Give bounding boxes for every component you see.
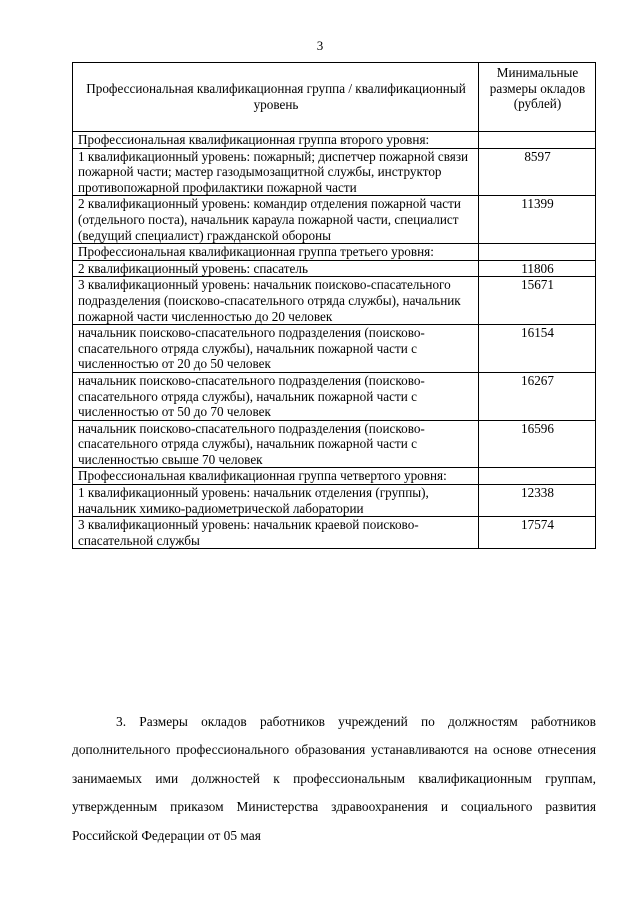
- row-salary: 16154: [479, 325, 596, 373]
- salary-table: [72, 62, 596, 549]
- row-label: 3 квалификационный уровень: начальник поисково-спасательного подразделения (поисково-спасательного отряда службы), начальник пожарной части численностью до 20 человек: [73, 277, 479, 325]
- row-label: Профессиональная квалификационная группа второго уровня:: [73, 132, 479, 149]
- row-salary: 11399: [479, 196, 596, 244]
- row-label: 2 квалификационный уровень: спасатель: [73, 260, 479, 277]
- row-salary: 15671: [479, 277, 596, 325]
- row-salary: [479, 132, 596, 149]
- row-salary: 16267: [479, 372, 596, 420]
- row-label: Профессиональная квалификационная группа третьего уровня:: [73, 244, 479, 261]
- table-header-row: [73, 63, 596, 132]
- row-salary: 11806: [479, 260, 596, 277]
- row-salary: 17574: [479, 517, 596, 549]
- table-row: [73, 517, 596, 549]
- table-row: [73, 372, 596, 420]
- table-row: [73, 260, 596, 277]
- page-number: 3: [316, 38, 324, 53]
- table-row: [73, 325, 596, 373]
- row-label: 2 квалификационный уровень: командир отделения пожарной части (отдельного поста), начальник караула пожарной части, специалист (ведущий специалист) гражданской обороны: [73, 196, 479, 244]
- row-salary: [479, 244, 596, 261]
- row-salary: 8597: [479, 148, 596, 196]
- table-row: [73, 148, 596, 196]
- table-row: [73, 244, 596, 261]
- row-label: 1 квалификационный уровень: пожарный; диспетчер пожарной связи пожарной части; мастер газодымозащитной службы, инструктор противопожарной профилактики пожарной части: [73, 148, 479, 196]
- row-salary: 12338: [479, 485, 596, 517]
- header-salary-label: Минимальные размеры окладов (рублей): [489, 65, 586, 112]
- header-group-cell: [73, 63, 479, 132]
- table-row: [73, 468, 596, 485]
- row-label: начальник поисково-спасательного подразделения (поисково-спасательного отряда службы), начальник пожарной части с численностью от 50 до 70 человек: [73, 372, 479, 420]
- header-group-label: Профессиональная квалификационная группа / квалификационный уровень: [86, 81, 466, 112]
- row-label: начальник поисково-спасательного подразделения (поисково-спасательного отряда службы), начальник пожарной части с численностью от 20 до 50 человек: [73, 325, 479, 373]
- row-salary: 16596: [479, 420, 596, 468]
- row-label: начальник поисково-спасательного подразделения (поисково-спасательного отряда службы), начальник пожарной части с численностью свыше 70 человек: [73, 420, 479, 468]
- body-paragraph: [72, 708, 596, 850]
- table-row: [73, 277, 596, 325]
- row-label: 3 квалификационный уровень: начальник краевой поисково-спасательной службы: [73, 517, 479, 549]
- table-row: [73, 196, 596, 244]
- row-label: 1 квалификационный уровень: начальник отделения (группы), начальник химико-радиометрической лаборатории: [73, 485, 479, 517]
- row-label: Профессиональная квалификационная группа четвертого уровня:: [73, 468, 479, 485]
- table-row: [73, 485, 596, 517]
- header-salary-cell: [479, 63, 596, 132]
- paragraph-text: 3. Размеры окладов работников учреждений по должностям работников дополнительного профессионального образования устанавливаются на основе отнесения занимаемых ими должностей к профессиональным квалификационным группам, утвержденным приказом Министерства здравоохранения и социального развития Российской Федерации от 05 мая: [72, 714, 596, 843]
- row-salary: [479, 468, 596, 485]
- table-row: [73, 420, 596, 468]
- table-row: [73, 132, 596, 149]
